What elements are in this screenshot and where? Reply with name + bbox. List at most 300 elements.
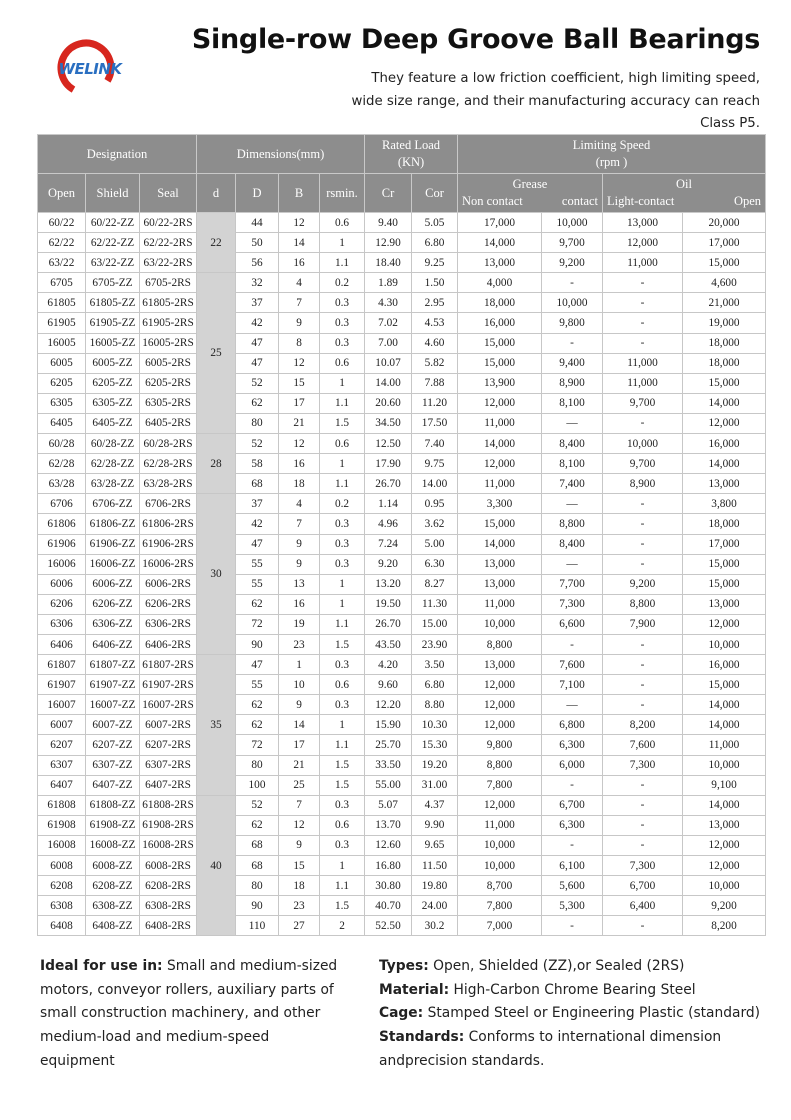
cell-shield: 6208-ZZ — [86, 876, 140, 896]
cell-rsmin: 0.6 — [320, 353, 365, 373]
cell-seal: 63/28-2RS — [140, 474, 197, 494]
cell-oil-light-contact: 11,000 — [603, 353, 683, 373]
cell-oil-open: 16,000 — [683, 434, 766, 454]
col-light-contact: Light-contact — [607, 194, 675, 208]
cell-cor: 6.30 — [412, 554, 458, 574]
cell-cor: 17.50 — [412, 413, 458, 433]
cell-shield: 16008-ZZ — [86, 835, 140, 855]
cell-shield: 6007-ZZ — [86, 715, 140, 735]
cell-shield: 61908-ZZ — [86, 815, 140, 835]
cell-cr: 25.70 — [365, 735, 412, 755]
cell-rsmin: 0.6 — [320, 815, 365, 835]
cell-oil-light-contact: - — [603, 494, 683, 514]
cell-oil-light-contact: 8,200 — [603, 715, 683, 735]
cell-open: 61908 — [38, 815, 86, 835]
cell-grease-non-contact: 14,000 — [458, 434, 542, 454]
cell-B: 23 — [279, 634, 320, 654]
cell-grease-contact: 6,100 — [542, 856, 603, 876]
cell-open: 61807 — [38, 655, 86, 675]
cell-oil-light-contact: - — [603, 293, 683, 313]
cell-grease-contact: 6,300 — [542, 735, 603, 755]
grease-label: Grease — [512, 177, 548, 191]
col-contact: contact — [561, 194, 599, 208]
cell-grease-non-contact: 17,000 — [458, 213, 542, 233]
cell-cr: 26.70 — [365, 474, 412, 494]
table-row — [38, 273, 766, 293]
dimensions-header: Dimensions(mm) — [197, 135, 365, 174]
table-row — [38, 896, 766, 916]
cell-open: 6208 — [38, 876, 86, 896]
cell-oil-light-contact: - — [603, 413, 683, 433]
cell-seal: 6705-2RS — [140, 273, 197, 293]
col-B: B — [279, 174, 320, 213]
cell-open: 6306 — [38, 614, 86, 634]
cell-oil-light-contact: 8,900 — [603, 474, 683, 494]
cell-cor: 19.20 — [412, 755, 458, 775]
cell-open: 6406 — [38, 634, 86, 654]
cell-oil-open: 19,000 — [683, 313, 766, 333]
grease-header — [458, 174, 603, 213]
cell-grease-non-contact: 12,000 — [458, 795, 542, 815]
ideal-label: Ideal for use in: — [40, 958, 163, 974]
cell-open: 63/28 — [38, 474, 86, 494]
table-row — [38, 353, 766, 373]
cell-shield: 61808-ZZ — [86, 795, 140, 815]
cell-oil-open: 12,000 — [683, 835, 766, 855]
cell-grease-contact: 6,800 — [542, 715, 603, 735]
cell-cor: 4.37 — [412, 795, 458, 815]
cell-cr: 55.00 — [365, 775, 412, 795]
cell-B: 16 — [279, 253, 320, 273]
oil-label: Oil — [676, 177, 692, 191]
cell-grease-non-contact: 10,000 — [458, 835, 542, 855]
cell-B: 16 — [279, 594, 320, 614]
table-row — [38, 876, 766, 896]
cell-seal: 6008-2RS — [140, 856, 197, 876]
cell-oil-light-contact: - — [603, 775, 683, 795]
cell-cor: 11.20 — [412, 393, 458, 413]
cell-oil-open: 14,000 — [683, 795, 766, 815]
cell-grease-non-contact: 18,000 — [458, 293, 542, 313]
cell-D: 42 — [236, 514, 279, 534]
cell-cr: 4.20 — [365, 655, 412, 675]
bearing-spec-table — [37, 134, 766, 936]
cell-grease-contact: 8,400 — [542, 434, 603, 454]
cell-D: 90 — [236, 896, 279, 916]
cell-D: 32 — [236, 273, 279, 293]
rated-load-header — [365, 135, 458, 174]
cell-open: 6407 — [38, 775, 86, 795]
cell-cor: 3.62 — [412, 514, 458, 534]
cell-oil-light-contact: - — [603, 815, 683, 835]
cell-grease-contact: - — [542, 634, 603, 654]
cell-D: 37 — [236, 293, 279, 313]
cell-B: 23 — [279, 896, 320, 916]
cell-shield: 6405-ZZ — [86, 413, 140, 433]
cell-shield: 6006-ZZ — [86, 574, 140, 594]
cell-oil-light-contact: 8,800 — [603, 594, 683, 614]
col-non-contact: Non contact — [462, 194, 523, 208]
cell-seal: 6208-2RS — [140, 876, 197, 896]
cell-seal: 61906-2RS — [140, 534, 197, 554]
table-row — [38, 795, 766, 815]
cell-cr: 26.70 — [365, 614, 412, 634]
cell-seal: 61808-2RS — [140, 795, 197, 815]
cell-grease-contact: 9,800 — [542, 313, 603, 333]
table-row — [38, 614, 766, 634]
cell-B: 7 — [279, 514, 320, 534]
cell-open: 60/28 — [38, 434, 86, 454]
cell-open: 6205 — [38, 373, 86, 393]
cell-seal: 6406-2RS — [140, 634, 197, 654]
table-row — [38, 554, 766, 574]
cell-seal: 6405-2RS — [140, 413, 197, 433]
cell-D: 68 — [236, 856, 279, 876]
cell-grease-non-contact: 11,000 — [458, 815, 542, 835]
cell-shield: 6207-ZZ — [86, 735, 140, 755]
table-row — [38, 655, 766, 675]
cell-D: 72 — [236, 614, 279, 634]
cell-oil-open: 4,600 — [683, 273, 766, 293]
cell-shield: 6308-ZZ — [86, 896, 140, 916]
cell-d: 22 — [197, 213, 236, 273]
cell-open: 6307 — [38, 755, 86, 775]
cell-seal: 61907-2RS — [140, 675, 197, 695]
cell-cr: 9.20 — [365, 554, 412, 574]
footer-ideal-use — [40, 955, 340, 1074]
cell-d: 28 — [197, 434, 236, 494]
cell-grease-contact: — — [542, 695, 603, 715]
cell-cor: 30.2 — [412, 916, 458, 936]
cell-grease-non-contact: 15,000 — [458, 333, 542, 353]
cell-cr: 12.20 — [365, 695, 412, 715]
cell-cor: 5.82 — [412, 353, 458, 373]
cell-D: 62 — [236, 594, 279, 614]
cell-cr: 9.60 — [365, 675, 412, 695]
cell-grease-contact: 7,600 — [542, 655, 603, 675]
cell-grease-contact: 6,600 — [542, 614, 603, 634]
welink-logo — [50, 36, 126, 100]
cell-oil-open: 8,200 — [683, 916, 766, 936]
cell-cor: 14.00 — [412, 474, 458, 494]
cell-cr: 7.02 — [365, 313, 412, 333]
cell-open: 63/22 — [38, 253, 86, 273]
table-row — [38, 735, 766, 755]
cell-B: 1 — [279, 655, 320, 675]
cell-grease-contact: 10,000 — [542, 293, 603, 313]
cell-cor: 3.50 — [412, 655, 458, 675]
cell-seal: 6706-2RS — [140, 494, 197, 514]
cell-open: 6405 — [38, 413, 86, 433]
cell-D: 62 — [236, 393, 279, 413]
cell-D: 47 — [236, 333, 279, 353]
cell-rsmin: 0.3 — [320, 795, 365, 815]
cell-shield: 6005-ZZ — [86, 353, 140, 373]
cell-grease-non-contact: 13,000 — [458, 554, 542, 574]
ideal-text: Small and medium-sized motors, conveyor rollers, auxiliary parts of small construction machinery, and other medium-load and medium-speed equipment — [40, 958, 338, 1069]
cell-cor: 10.30 — [412, 715, 458, 735]
cell-rsmin: 2 — [320, 916, 365, 936]
cell-oil-light-contact: 7,300 — [603, 856, 683, 876]
cell-cr: 1.89 — [365, 273, 412, 293]
cage-text: Stamped Steel or Engineering Plastic (standard) — [427, 1005, 761, 1022]
rated-load-unit: (KN) — [397, 155, 425, 169]
table-row — [38, 634, 766, 654]
cell-B: 25 — [279, 775, 320, 795]
cell-D: 100 — [236, 775, 279, 795]
cell-rsmin: 1.5 — [320, 413, 365, 433]
cell-D: 55 — [236, 554, 279, 574]
cell-oil-light-contact: - — [603, 916, 683, 936]
cell-B: 17 — [279, 393, 320, 413]
table-row — [38, 594, 766, 614]
cell-oil-open: 15,000 — [683, 373, 766, 393]
cell-cr: 43.50 — [365, 634, 412, 654]
limiting-speed-header — [458, 135, 766, 174]
cell-rsmin: 0.6 — [320, 675, 365, 695]
cell-open: 6206 — [38, 594, 86, 614]
cell-oil-open: 10,000 — [683, 755, 766, 775]
cell-oil-light-contact: - — [603, 634, 683, 654]
cell-grease-contact: - — [542, 333, 603, 353]
cell-oil-open: 12,000 — [683, 614, 766, 634]
cell-oil-open: 18,000 — [683, 514, 766, 534]
table-row — [38, 233, 766, 253]
cell-grease-contact: — — [542, 413, 603, 433]
cell-B: 7 — [279, 795, 320, 815]
material-line — [379, 979, 769, 1003]
cell-oil-light-contact: 9,200 — [603, 574, 683, 594]
table-row — [38, 815, 766, 835]
cell-oil-open: 12,000 — [683, 413, 766, 433]
cell-grease-non-contact: 7,800 — [458, 896, 542, 916]
table-row — [38, 213, 766, 233]
cell-cor: 7.88 — [412, 373, 458, 393]
cell-D: 47 — [236, 655, 279, 675]
cell-grease-non-contact: 14,000 — [458, 233, 542, 253]
cell-D: 62 — [236, 695, 279, 715]
cell-B: 15 — [279, 373, 320, 393]
cell-cor: 5.05 — [412, 213, 458, 233]
cell-open: 6408 — [38, 916, 86, 936]
cell-cor: 6.80 — [412, 675, 458, 695]
table-row — [38, 675, 766, 695]
table-row — [38, 695, 766, 715]
cell-cr: 20.60 — [365, 393, 412, 413]
cell-cor: 31.00 — [412, 775, 458, 795]
cell-open: 6005 — [38, 353, 86, 373]
cell-grease-non-contact: 15,000 — [458, 514, 542, 534]
cell-B: 7 — [279, 293, 320, 313]
cage-label: Cage: — [379, 1005, 424, 1022]
cell-seal: 6207-2RS — [140, 735, 197, 755]
cell-shield: 6305-ZZ — [86, 393, 140, 413]
cell-grease-contact: 6,300 — [542, 815, 603, 835]
cell-oil-light-contact: - — [603, 313, 683, 333]
cell-oil-light-contact: 11,000 — [603, 253, 683, 273]
cell-oil-light-contact: 9,700 — [603, 454, 683, 474]
cell-grease-non-contact: 10,000 — [458, 614, 542, 634]
cell-cor: 15.30 — [412, 735, 458, 755]
cell-shield: 61905-ZZ — [86, 313, 140, 333]
cell-oil-open: 13,000 — [683, 815, 766, 835]
cell-oil-light-contact: 10,000 — [603, 434, 683, 454]
cell-D: 80 — [236, 755, 279, 775]
cell-d: 35 — [197, 655, 236, 796]
cell-open: 62/28 — [38, 454, 86, 474]
cell-B: 10 — [279, 675, 320, 695]
cell-oil-light-contact: 11,000 — [603, 373, 683, 393]
cell-rsmin: 1.1 — [320, 735, 365, 755]
cell-seal: 63/22-2RS — [140, 253, 197, 273]
cell-oil-open: 13,000 — [683, 474, 766, 494]
cell-shield: 6407-ZZ — [86, 775, 140, 795]
cell-oil-open: 21,000 — [683, 293, 766, 313]
cell-cor: 6.80 — [412, 233, 458, 253]
cell-shield: 61807-ZZ — [86, 655, 140, 675]
cell-cr: 4.96 — [365, 514, 412, 534]
cell-grease-contact: 8,800 — [542, 514, 603, 534]
cell-cor: 7.40 — [412, 434, 458, 454]
cell-d: 25 — [197, 273, 236, 434]
cell-cr: 13.70 — [365, 815, 412, 835]
cell-seal: 6306-2RS — [140, 614, 197, 634]
cell-open: 16006 — [38, 554, 86, 574]
table-row — [38, 413, 766, 433]
cell-oil-light-contact: 9,700 — [603, 393, 683, 413]
cell-oil-open: 20,000 — [683, 213, 766, 233]
cell-shield: 63/22-ZZ — [86, 253, 140, 273]
cell-B: 9 — [279, 313, 320, 333]
cell-cr: 13.20 — [365, 574, 412, 594]
cell-D: 52 — [236, 373, 279, 393]
cell-cor: 9.90 — [412, 815, 458, 835]
table-row — [38, 755, 766, 775]
cell-grease-non-contact: 8,700 — [458, 876, 542, 896]
cell-grease-non-contact: 11,000 — [458, 474, 542, 494]
cell-open: 6007 — [38, 715, 86, 735]
cell-cr: 12.50 — [365, 434, 412, 454]
cell-B: 8 — [279, 333, 320, 353]
table-row — [38, 775, 766, 795]
cell-oil-light-contact: - — [603, 534, 683, 554]
cell-rsmin: 1.5 — [320, 634, 365, 654]
cell-seal: 61805-2RS — [140, 293, 197, 313]
cell-rsmin: 1 — [320, 373, 365, 393]
cell-cor: 11.30 — [412, 594, 458, 614]
cell-grease-non-contact: 13,000 — [458, 655, 542, 675]
cell-d: 40 — [197, 795, 236, 936]
cell-grease-contact: 9,200 — [542, 253, 603, 273]
cell-grease-non-contact: 11,000 — [458, 594, 542, 614]
cell-grease-contact: 7,700 — [542, 574, 603, 594]
cell-cor: 5.00 — [412, 534, 458, 554]
cell-seal: 6206-2RS — [140, 594, 197, 614]
cell-grease-non-contact: 14,000 — [458, 534, 542, 554]
cell-cor: 9.25 — [412, 253, 458, 273]
cell-grease-contact: — — [542, 494, 603, 514]
types-text: Open, Shielded (ZZ),or Sealed (2RS) — [433, 958, 685, 974]
limiting-speed-unit: (rpm ) — [595, 155, 628, 169]
cell-seal: 61807-2RS — [140, 655, 197, 675]
types-label: Types: — [379, 958, 429, 974]
cell-grease-non-contact: 4,000 — [458, 273, 542, 293]
cell-oil-open: 18,000 — [683, 333, 766, 353]
cell-cor: 8.80 — [412, 695, 458, 715]
cell-grease-contact: 6,000 — [542, 755, 603, 775]
cell-seal: 16005-2RS — [140, 333, 197, 353]
cell-cr: 12.60 — [365, 835, 412, 855]
cell-grease-contact: 5,300 — [542, 896, 603, 916]
table-row — [38, 393, 766, 413]
material-label: Material: — [379, 981, 450, 998]
cell-cr: 17.90 — [365, 454, 412, 474]
cell-grease-non-contact: 3,300 — [458, 494, 542, 514]
cell-grease-contact: 7,300 — [542, 594, 603, 614]
table-row — [38, 333, 766, 353]
cell-grease-contact: 10,000 — [542, 213, 603, 233]
cell-D: 47 — [236, 534, 279, 554]
cell-cor: 4.60 — [412, 333, 458, 353]
cell-shield: 61805-ZZ — [86, 293, 140, 313]
cell-grease-non-contact: 10,000 — [458, 856, 542, 876]
cell-D: 50 — [236, 233, 279, 253]
cell-oil-open: 15,000 — [683, 574, 766, 594]
cell-cor: 15.00 — [412, 614, 458, 634]
page-title: Single-row Deep Groove Ball Bearings — [191, 24, 760, 55]
cell-seal: 16007-2RS — [140, 695, 197, 715]
cell-open: 6308 — [38, 896, 86, 916]
cell-open: 61805 — [38, 293, 86, 313]
cell-oil-light-contact: 12,000 — [603, 233, 683, 253]
cell-rsmin: 1 — [320, 594, 365, 614]
cell-B: 19 — [279, 614, 320, 634]
cell-oil-open: 9,200 — [683, 896, 766, 916]
cell-seal: 60/22-2RS — [140, 213, 197, 233]
cell-B: 27 — [279, 916, 320, 936]
cell-open: 16005 — [38, 333, 86, 353]
cell-oil-light-contact: - — [603, 554, 683, 574]
cell-grease-contact: - — [542, 775, 603, 795]
table-row — [38, 514, 766, 534]
cell-D: 68 — [236, 474, 279, 494]
col-seal: Seal — [140, 174, 197, 213]
cell-seal: 6006-2RS — [140, 574, 197, 594]
cell-cr: 33.50 — [365, 755, 412, 775]
cell-rsmin: 1 — [320, 715, 365, 735]
cell-grease-non-contact: 8,800 — [458, 755, 542, 775]
cell-rsmin: 1.1 — [320, 614, 365, 634]
cell-oil-light-contact: - — [603, 835, 683, 855]
cell-rsmin: 0.3 — [320, 313, 365, 333]
cell-cor: 1.50 — [412, 273, 458, 293]
cell-cor: 11.50 — [412, 856, 458, 876]
cell-D: 42 — [236, 313, 279, 333]
cell-oil-light-contact: - — [603, 333, 683, 353]
cell-oil-light-contact: 6,400 — [603, 896, 683, 916]
cell-D: 44 — [236, 213, 279, 233]
cell-oil-light-contact: - — [603, 795, 683, 815]
cell-oil-light-contact: 7,300 — [603, 755, 683, 775]
table-row — [38, 574, 766, 594]
designation-header: Designation — [38, 135, 197, 174]
cell-cr: 40.70 — [365, 896, 412, 916]
cell-rsmin: 0.2 — [320, 494, 365, 514]
cell-cr: 1.14 — [365, 494, 412, 514]
cell-cor: 0.95 — [412, 494, 458, 514]
cell-rsmin: 0.3 — [320, 534, 365, 554]
cell-cr: 18.40 — [365, 253, 412, 273]
